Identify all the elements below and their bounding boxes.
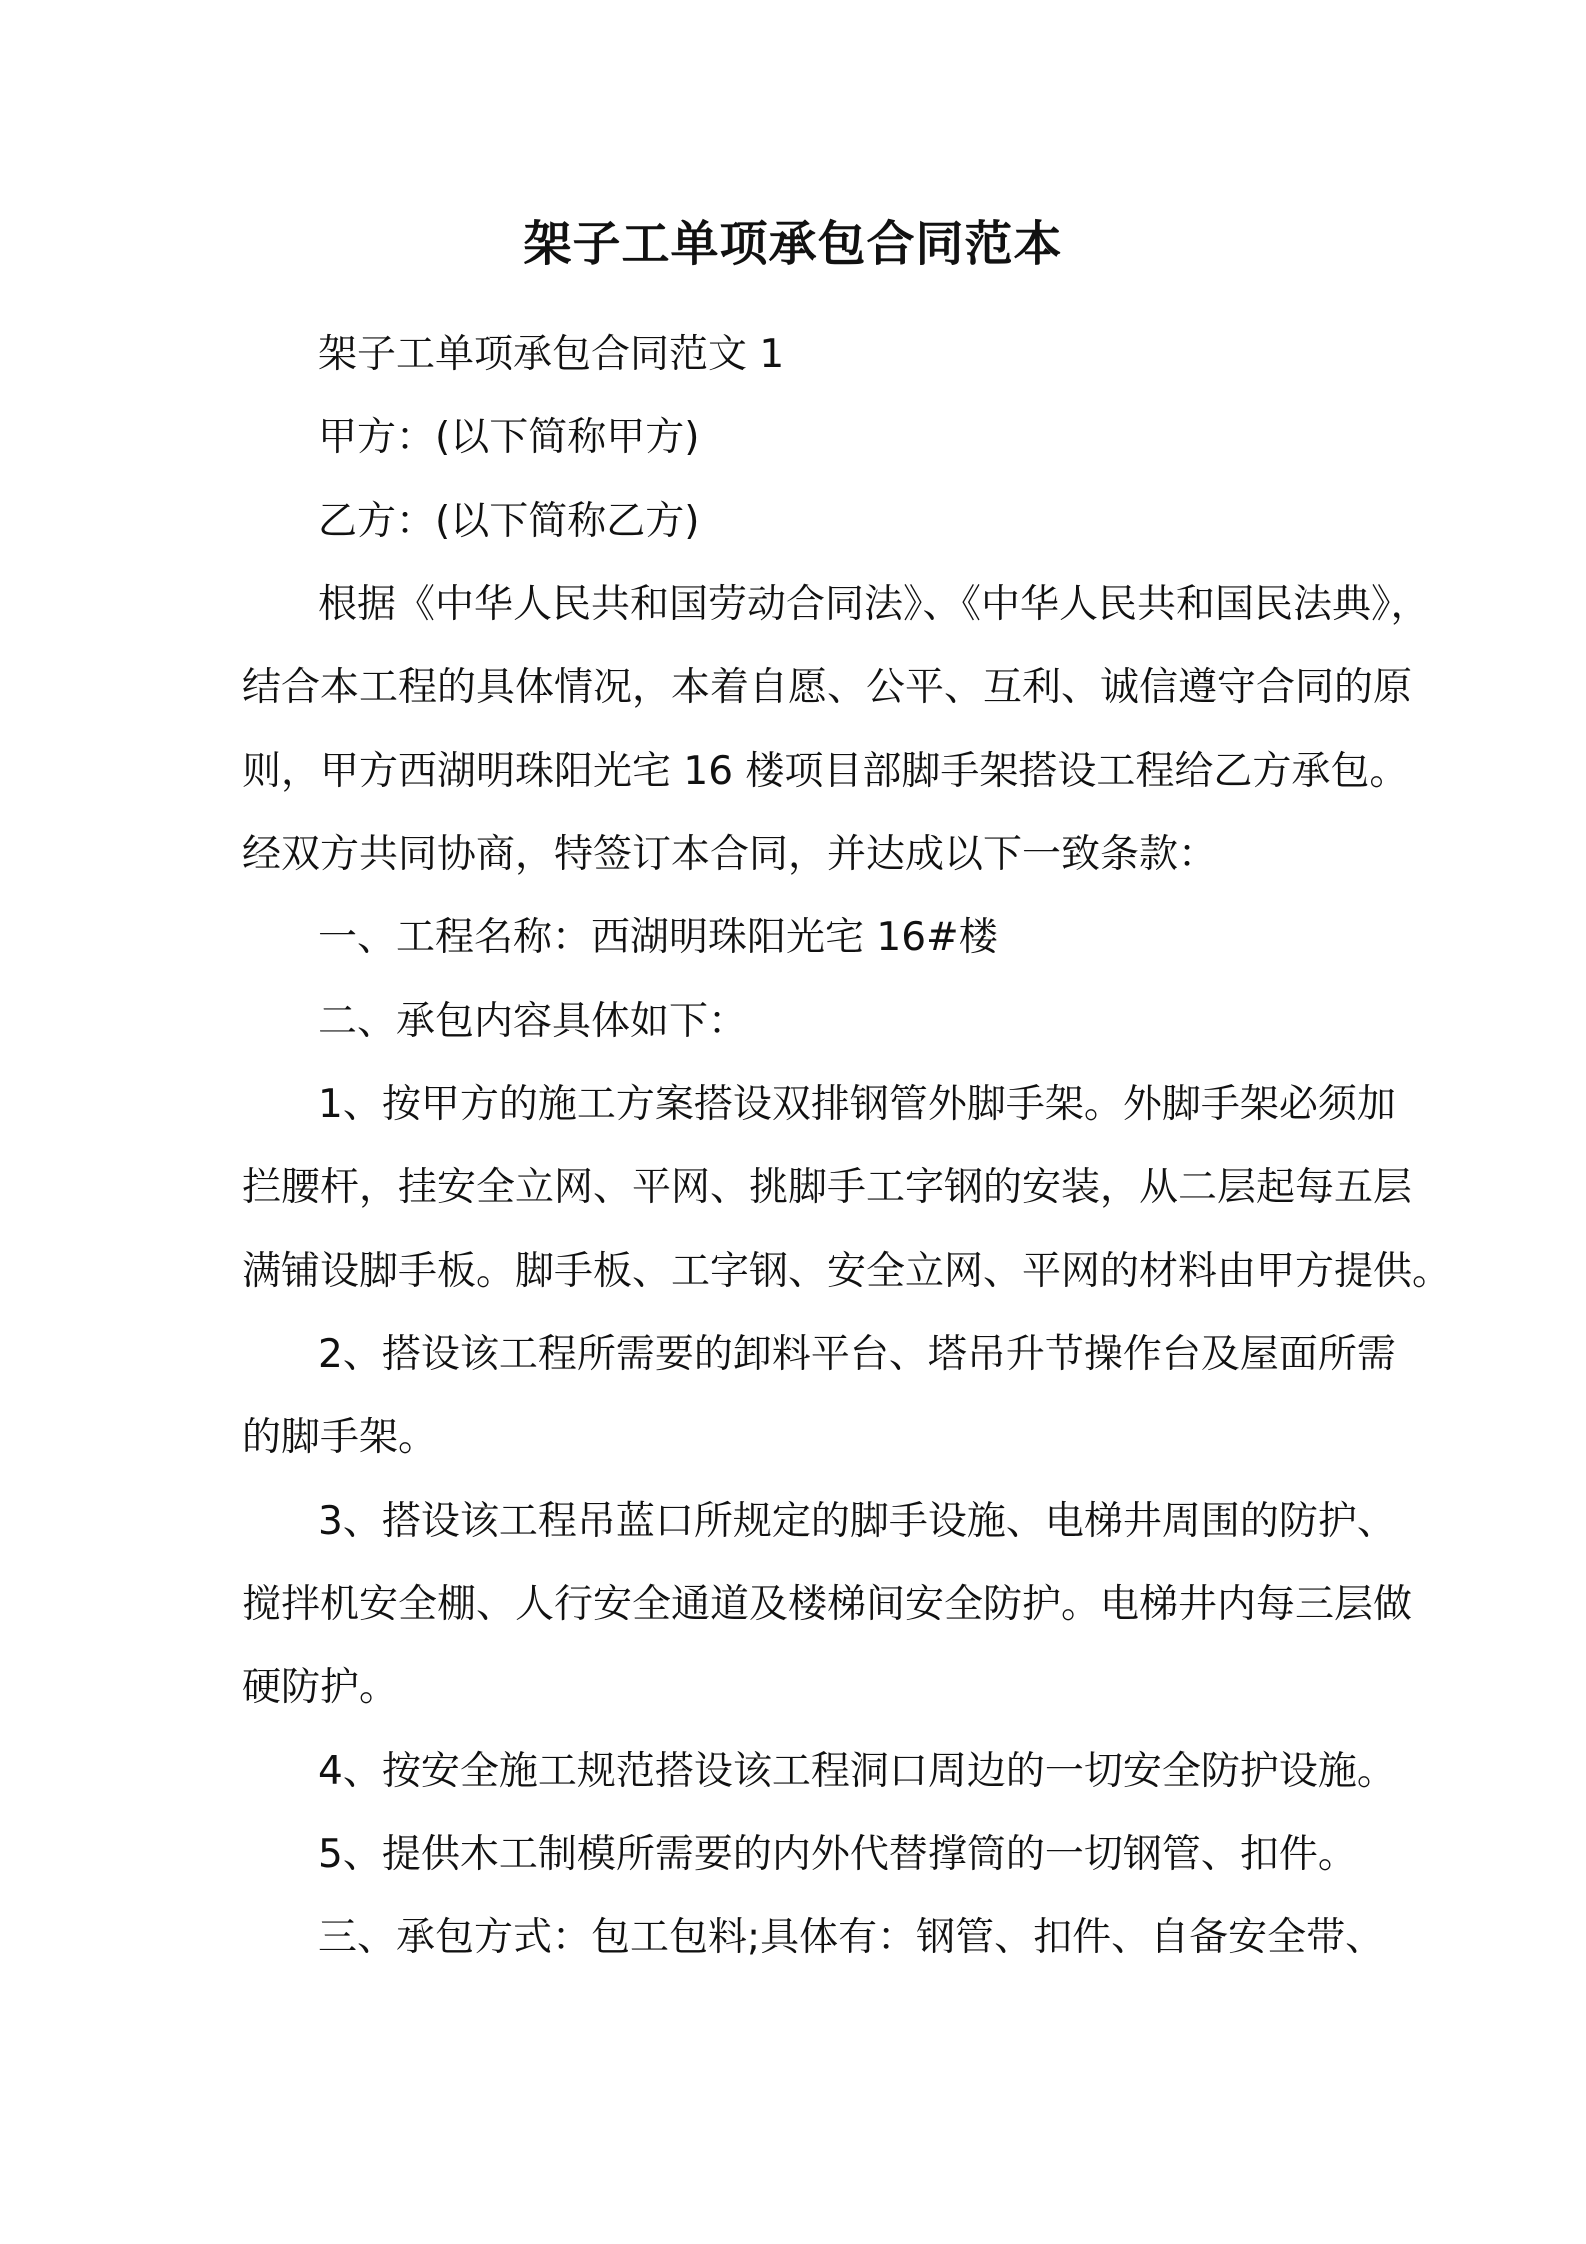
paragraph-line: 结合本工程的具体情况，本着自愿、公平、互利、诚信遵守合同的原 [242, 665, 1413, 710]
clause-heading: 一、工程名称：西湖明珠阳光宅 16#楼 [318, 915, 998, 960]
paragraph-line: 经双方共同协商，特签订本合同，并达成以下一致条款： [242, 832, 1218, 877]
paragraph-line: 4、按安全施工规范搭设该工程洞口周边的一切安全防护设施。 [318, 1749, 1396, 1794]
paragraph-line: 3、搭设该工程吊蓝口所规定的脚手设施、电梯井周围的防护、 [318, 1499, 1396, 1544]
paragraph-line: 1、按甲方的施工方案搭设双排钢管外脚手架。外脚手架必须加 [318, 1082, 1396, 1127]
paragraph-line: 根据《中华人民共和国劳动合同法》、《中华人民共和国民法典》， [318, 582, 1430, 627]
paragraph-line: 搅拌机安全棚、人行安全通道及楼梯间安全防护。电梯井内每三层做 [242, 1582, 1413, 1627]
clause-heading: 二、承包内容具体如下： [318, 999, 748, 1044]
paragraph-line: 硬防护。 [242, 1665, 399, 1710]
paragraph-line: 满铺设脚手板。脚手板、工字钢、安全立网、平网的材料由甲方提供。 [242, 1249, 1452, 1294]
paragraph-line: 5、提供木工制模所需要的内外代替撑筒的一切钢管、扣件。 [318, 1832, 1357, 1877]
paragraph-line: 则，甲方西湖明珠阳光宅 16 楼项目部脚手架搭设工程给乙方承包。 [242, 749, 1409, 794]
party-a-line: 甲方：(以下简称甲方) [318, 415, 700, 460]
document-title: 架子工单项承包合同范本 [523, 216, 1063, 272]
paragraph-line: 拦腰杆，挂安全立网、平网、挑脚手工字钢的安装，从二层起每五层 [242, 1165, 1413, 1210]
paragraph-line: 2、搭设该工程所需要的卸料平台、塔吊升节操作台及屋面所需 [318, 1332, 1396, 1377]
subtitle-line: 架子工单项承包合同范文 1 [318, 332, 785, 377]
clause-heading: 三、承包方式：包工包料;具体有：钢管、扣件、自备安全带、 [318, 1915, 1385, 1960]
party-b-line: 乙方：(以下简称乙方) [318, 499, 700, 544]
paragraph-line: 的脚手架。 [242, 1415, 438, 1460]
